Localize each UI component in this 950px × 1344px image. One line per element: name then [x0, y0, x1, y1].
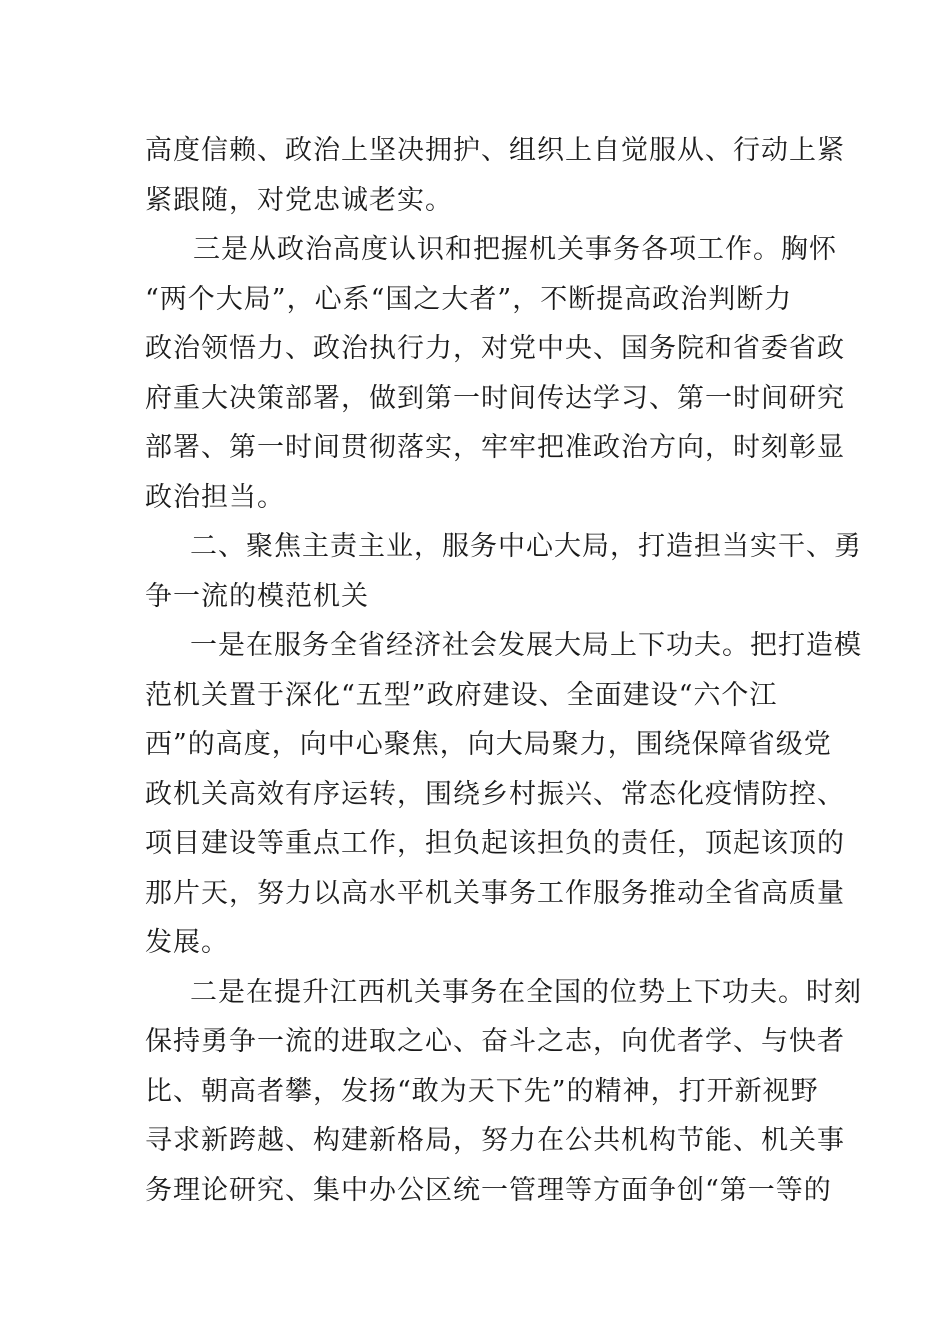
text-line: 政治担当。	[145, 481, 285, 513]
paragraph-2	[0, 225, 950, 522]
text-line: 项目建设等重点工作，担负起该担负的责任，顶起该顶的	[145, 828, 845, 859]
text-line: 紧跟随，对党忠诚老实。	[145, 184, 453, 216]
text-line: 寻求新跨越、构建新格局，努力在公共机构节能、机关事	[145, 1125, 845, 1156]
heading-line: 二、聚焦主责主业，服务中心大局，打造担当实干、勇	[190, 531, 862, 562]
text-line: 范机关置于深化“五型”政府建设、全面建设“六个江	[145, 679, 778, 711]
text-line: 西”的高度，向中心聚焦，向大局聚力，围绕保障省级党	[145, 729, 832, 760]
text-line: 政治领悟力、政治执行力，对党中央、国务院和省委省政	[145, 333, 845, 364]
paragraph-4	[0, 621, 950, 968]
text-line: 政机关高效有序运转，围绕乡村振兴、常态化疫情防控、	[145, 778, 845, 810]
text-line: 一是在服务全省经济社会发展大局上下功夫。把打造模	[190, 630, 862, 661]
text-line: 比、朝高者攀，发扬“敢为天下先”的精神，打开新视野	[145, 1075, 819, 1107]
heading-line: 争一流的模范机关	[145, 580, 369, 612]
text-line: 发展。	[145, 927, 229, 958]
text-line: 保持勇争一流的进取之心、奋斗之志，向优者学、与快者	[145, 1026, 845, 1057]
text-line: 三是从政治高度认识和把握机关事务各项工作。胸怀	[193, 234, 837, 265]
paragraph-1	[0, 126, 950, 225]
text-line: 府重大决策部署，做到第一时间传达学习、第一时间研究	[145, 382, 845, 414]
text-line: 二是在提升江西机关事务在全国的位势上下功夫。时刻	[190, 976, 862, 1008]
document-body	[0, 126, 950, 1215]
section-heading	[0, 522, 950, 621]
text-line: “两个大局”，心系“国之大者”，不断提高政治判断力	[145, 283, 793, 315]
text-line: 务理论研究、集中办公区统一管理等方面争创“第一等的	[145, 1174, 832, 1206]
paragraph-5	[0, 968, 950, 1216]
text-line: 那片天，努力以高水平机关事务工作服务推动全省高质量	[145, 877, 845, 909]
text-line: 部署、第一时间贯彻落实，牢牢把准政治方向，时刻彰显	[145, 432, 845, 463]
text-line: 高度信赖、政治上坚决拥护、组织上自觉服从、行动上紧	[145, 135, 845, 166]
